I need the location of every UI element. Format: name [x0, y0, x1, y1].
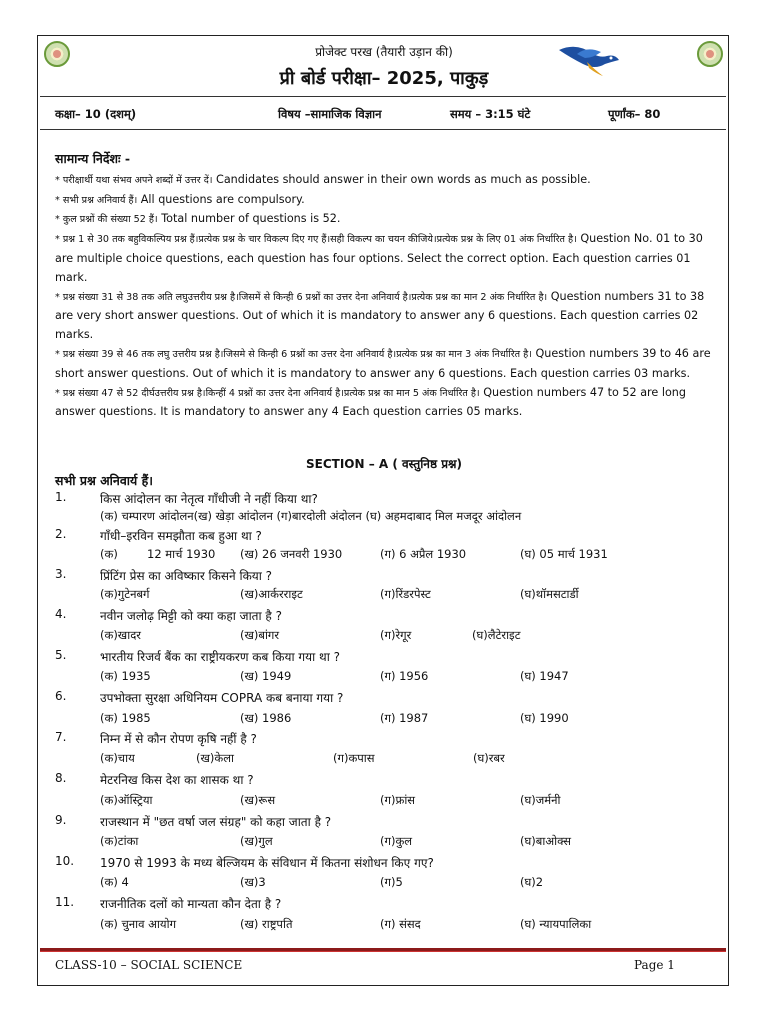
footer-divider [40, 948, 726, 952]
option: (ख)आर्करराइट [240, 587, 303, 601]
marks-label: पूर्णांक– 80 [608, 107, 661, 121]
footer-class: CLASS-10 – SOCIAL SCIENCE [55, 958, 243, 972]
option: (ग)कुल [380, 834, 413, 848]
project-name: प्रोजेक्ट परख (तैयारी उड़ान की) [315, 45, 453, 59]
section-heading: SECTION – A ( वस्तुनिष्ठ प्रश्न) [305, 457, 462, 471]
question-text: किस आंदोलन का नेतृत्व गाँधीजी ने नहीं किया था? [100, 492, 318, 506]
option: (ग)5 [380, 875, 403, 889]
option: (घ)जर्मनी [520, 793, 561, 807]
exam-title: प्री बोर्ड परीक्षा– 2025, पाकुड़ [279, 68, 489, 89]
option: (ख)बांगर [240, 628, 280, 642]
option: (घ)बाओक्स [520, 834, 572, 848]
option: (क)ऑस्ट्रिया [100, 793, 153, 807]
instruction-item: * कुल प्रश्नों की संख्या 52 हैं। Total number of questions is 52. [55, 212, 341, 226]
question-options: (क) चम्पारण आंदोलन(ख) खेड़ा आंदोलन (ग)बारदोली अंदोलन (घ) अहमदाबाद मिल मजदूर आंदोलन [100, 509, 522, 523]
time-label: समय – 3:15 घंटे [450, 107, 531, 121]
instructions-title: सामान्य निर्देशः - [55, 151, 131, 166]
question-text: राजनीतिक दलों को मान्यता कौन देता है ? [100, 897, 282, 911]
instruction-item: * प्रश्न संख्या 31 से 38 तक अति लघुउत्तरीय प्रश्न है।जिसमें से किन्ही 6 प्रश्नों का उत्तर देना अनिवार्य है।प्रत्येक प्रश्न का मान 2 अंक निर्धारित है। Question numbers 31 to 38 are very short answer questions. Out of which it is mandatory to answer any 6 questions. Each question carries 02 marks. [55, 289, 705, 342]
option: (घ)थॉमसटार्डी [520, 587, 579, 601]
question-text: राजस्थान में "छत वर्षा जल संग्रह" को कहा जाता है ? [100, 815, 332, 829]
option: (ख) राष्ट्रपति [240, 917, 293, 931]
option: (क) 1985 [100, 711, 151, 725]
option: (घ) 05 मार्च 1931 [520, 547, 608, 561]
question-text: प्रिंटिंग प्रेस का अविष्कार किसने किया ? [100, 569, 273, 583]
question-text: गाँधी–इरविन समझौता कब हुआ था ? [100, 529, 262, 543]
option: (घ)लैटेराइट [472, 628, 521, 642]
option: (ख) 1986 [240, 711, 292, 725]
question-text: उपभोक्ता सुरक्षा अधिनियम COPRA कब बनाया गया ? [100, 691, 344, 705]
option: (ग)रिंडरपेस्ट [380, 587, 431, 601]
instruction-item: * प्रश्न संख्या 47 से 52 दीर्घउत्तरीय प्रश्न है।किन्हीं 4 प्रश्नों का उत्तर देना अनिवार्य है।प्रत्येक प्रश्न का मान 5 अंक निर्धारित है। Question numbers 47 to 52 are long answer questions. It is mandatory to answer any 4 Each question carries 05 marks. [55, 385, 686, 419]
option: (ख)केला [196, 751, 234, 765]
instruction-item: * परीक्षार्थी यथा संभव अपने शब्दों में उत्तर दें। Candidates should answer in their own words as much as possible. [55, 172, 591, 186]
option: (क)गुटेनबर्ग [100, 587, 150, 601]
option: (क) 4 [100, 875, 129, 889]
option: (क) 1935 [100, 669, 151, 683]
option: (ख) 1949 [240, 669, 292, 683]
option: (घ) 1947 [520, 669, 569, 683]
option: (ख)3 [240, 875, 266, 889]
option: (ग) संसद [380, 917, 421, 931]
question-text: नवीन जलोढ़ मिट्टी को क्या कहा जाता है ? [100, 609, 282, 623]
question-text: निम्न में से कौन रोपण कृषि नहीं है ? [100, 732, 257, 746]
instruction-item: * प्रश्न 1 से 30 तक बहुविकल्पिय प्रश्न हैं।प्रत्येक प्रश्न के चार विकल्प दिए गए हैं।सही विकल्प का चयन कीजिये।प्रत्येक प्रश्न के लिए 01 अंक निर्धारित है। Question No. 01 to 30 are multiple choice questions, each question has four options. Select the correct option. Each question carries 01 mark. [55, 232, 703, 284]
option: (क)टांका [100, 834, 139, 848]
option: (घ)रबर [473, 751, 505, 765]
question-text: 1970 से 1993 के मध्य बेल्जियम के संविधान में कितना संशोधन किए गए? [100, 856, 434, 870]
all-compulsory-note: सभी प्रश्न अनिवार्य हैं। [55, 473, 154, 488]
divider [40, 129, 726, 130]
subject-label: विषय –सामाजिक विज्ञान [278, 107, 382, 121]
option: (ग)रेगूर [380, 628, 412, 642]
option: (ग)कपास [333, 751, 375, 765]
option: (घ) 1990 [520, 711, 569, 725]
general-instructions [55, 150, 723, 422]
option: (ख) 26 जनवरी 1930 [240, 547, 343, 561]
option: (ख)गुल [240, 834, 273, 848]
option: (क)खादर [100, 628, 142, 642]
instruction-item: * प्रश्न संख्या 39 से 46 तक लघु उत्तरीय प्रश्न है।जिसमे से किन्ही 6 प्रश्नों का उत्तर देना अनिवार्य है।प्रत्येक प्रश्न का मान 3 अंक निर्धारित है। Question numbers 39 to 46 are short answer questions. Out of which it is mandatory to answer any 6 questions. Each question carries 03 marks. [55, 346, 711, 380]
option: 12 मार्च 1930 [147, 547, 216, 561]
option: (घ)2 [520, 875, 544, 889]
page-number: Page 1 [634, 958, 675, 972]
divider [40, 96, 726, 97]
option: (ख)रूस [240, 793, 276, 807]
option: (ग) 1956 [380, 669, 429, 683]
question-text: भारतीय रिजर्व बैंक का राष्ट्रीयकरण कब किया गया था ? [100, 650, 340, 664]
option: (घ) न्यायपालिका [520, 917, 592, 931]
option: (ग) 1987 [380, 711, 429, 725]
option: (क) चुनाव आयोग [100, 917, 177, 931]
option: (क) [100, 547, 118, 561]
instruction-item: * सभी प्रश्न अनिवार्य हैं। All questions are compulsory. [55, 192, 305, 206]
option: (ग) 6 अप्रैल 1930 [380, 547, 467, 561]
question-text: मेटरनिख किस देश का शासक था ? [100, 773, 254, 787]
option: (क)चाय [100, 751, 135, 765]
option: (ग)फ्रांस [380, 793, 416, 807]
class-label: कक्षा– 10 (दशम्) [55, 107, 137, 121]
